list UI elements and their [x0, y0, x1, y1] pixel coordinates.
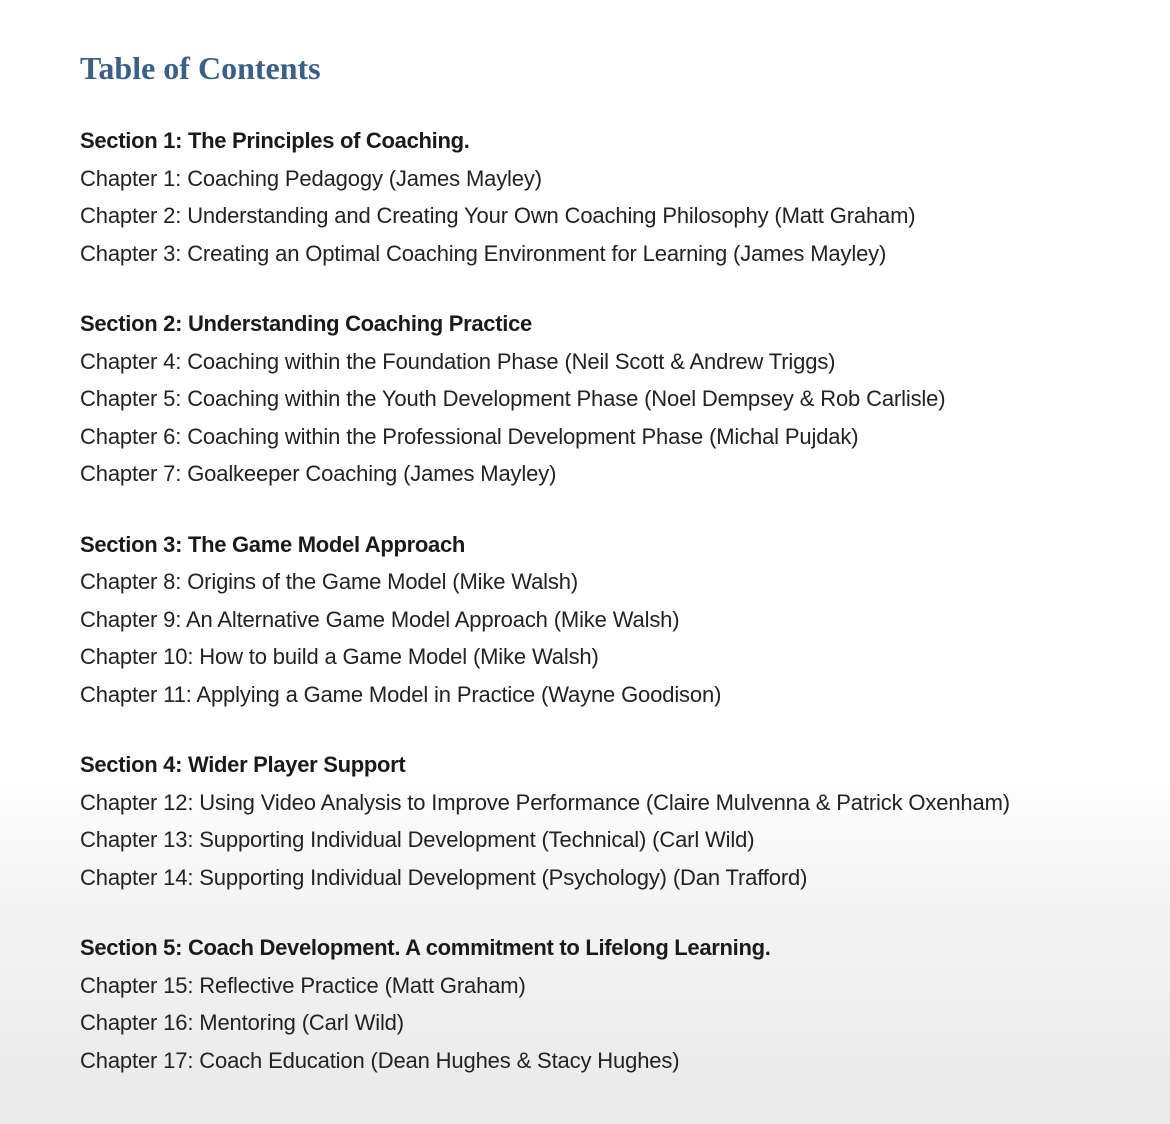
chapter-list — [80, 784, 1160, 897]
chapter-entry: Chapter 3: Creating an Optimal Coaching Environment for Learning (James Mayley) — [80, 240, 887, 266]
chapter-list — [80, 563, 1160, 713]
chapter-list — [80, 343, 1160, 493]
chapter-entry: Chapter 17: Coach Education (Dean Hughes & Stacy Hughes) — [80, 1047, 680, 1073]
document-page — [80, 44, 1160, 1079]
section-heading: Section 2: Understanding Coaching Practice — [80, 311, 532, 336]
chapter-list — [80, 967, 1160, 1080]
toc-section-2 — [80, 305, 1160, 493]
chapter-entry: Chapter 13: Supporting Individual Development (Technical) (Carl Wild) — [80, 827, 755, 852]
chapter-entry: Chapter 8: Origins of the Game Model (Mike Walsh) — [80, 569, 579, 594]
toc-section-4 — [80, 746, 1160, 896]
chapter-entry: Chapter 5: Coaching within the Youth Development Phase (Noel Dempsey & Rob Carlisle) — [80, 386, 946, 411]
section-heading: Section 1: The Principles of Coaching. — [80, 128, 470, 153]
chapter-entry: Chapter 15: Reflective Practice (Matt Graham) — [80, 972, 526, 998]
chapter-entry: Chapter 2: Understanding and Creating Your Own Coaching Philosophy (Matt Graham) — [80, 203, 916, 228]
chapter-entry: Chapter 9: An Alternative Game Model Approach (Mike Walsh) — [80, 606, 680, 632]
toc-section-3 — [80, 526, 1160, 714]
page-title: Table of Contents — [80, 50, 321, 86]
chapter-entry: Chapter 12: Using Video Analysis to Improve Performance (Claire Mulvenna & Patrick Oxenham) — [80, 789, 1010, 815]
chapter-entry: Chapter 7: Goalkeeper Coaching (James Mayley) — [80, 461, 557, 486]
toc-section-5 — [80, 929, 1160, 1079]
chapter-list — [80, 160, 1160, 273]
section-heading: Section 4: Wider Player Support — [80, 752, 406, 777]
chapter-entry: Chapter 14: Supporting Individual Development (Psychology) (Dan Trafford) — [80, 864, 808, 890]
chapter-entry: Chapter 6: Coaching within the Professional Development Phase (Michal Pujdak) — [80, 423, 859, 449]
chapter-entry: Chapter 4: Coaching within the Foundation Phase (Neil Scott & Andrew Triggs) — [80, 348, 836, 374]
chapter-entry: Chapter 1: Coaching Pedagogy (James Mayley) — [80, 165, 542, 191]
chapter-entry: Chapter 16: Mentoring (Carl Wild) — [80, 1010, 404, 1035]
chapter-entry: Chapter 10: How to build a Game Model (Mike Walsh) — [80, 644, 599, 669]
chapter-entry: Chapter 11: Applying a Game Model in Practice (Wayne Goodison) — [80, 681, 722, 707]
toc-section-1 — [80, 122, 1160, 272]
section-heading: Section 3: The Game Model Approach — [80, 531, 466, 557]
section-heading: Section 5: Coach Development. A commitment to Lifelong Learning. — [80, 935, 771, 960]
